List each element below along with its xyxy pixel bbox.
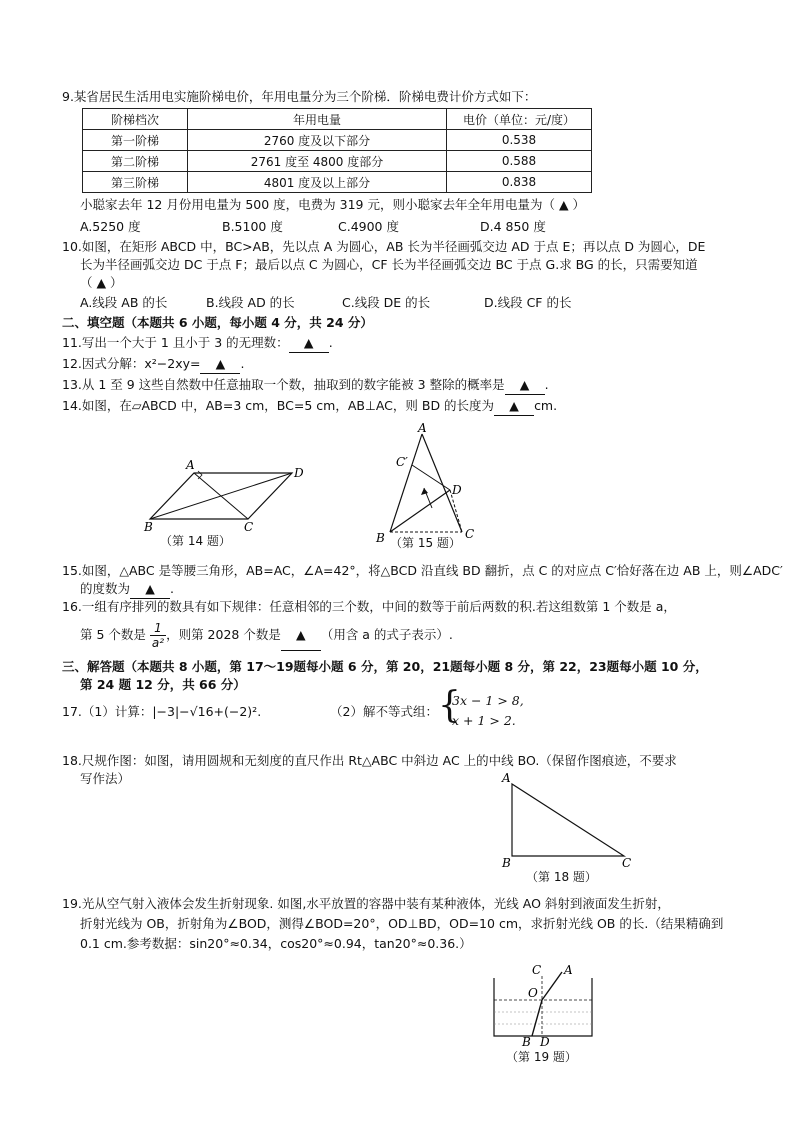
q10-option-c: C.线段 DE 的长 <box>342 295 431 310</box>
section-2-heading: 二、填空题（本题共 6 小题，每小题 4 分，共 24 分） <box>62 315 373 330</box>
q15-line1: 15.如图，△ABC 是等腰三角形，AB=AC，∠A=42°，将△BCD 沿直线 BD 翻折，点 C 的对应点 C′恰好落在边 AB 上，则∠ADC′ <box>62 563 783 578</box>
table-header-row <box>83 109 592 130</box>
q19-line3: 0.1 cm.参考数据：sin20°≈0.34，cos20°≈0.94，tan20°≈0.36.） <box>80 936 472 951</box>
q16-line2 <box>80 620 453 651</box>
table-header: 电价（单位：元/度） <box>447 109 592 130</box>
label-a: A <box>186 458 195 472</box>
container-outline <box>494 978 592 1036</box>
q18-line1: 18.尺规作图：如图，请用圆规和无刻度的直尺作出 Rt△ABC 中斜边 AC 上的中线 BO.（保留作图痕迹，不要求 <box>62 753 677 768</box>
figure-18-right-triangle <box>496 770 646 870</box>
q10-line1: 10.如图，在矩形 ABCD 中，BC>AB，先以点 A 为圆心，AB 长为半径画弧交边 AD 于点 E；再以点 D 为圆心，DE <box>62 239 706 254</box>
table-row <box>83 172 592 193</box>
q9-option-a: A.5250 度 <box>80 219 141 234</box>
fraction-one-over-a-squared <box>150 621 166 650</box>
section-3-heading-line1: 三、解答题（本题共 8 小题，第 17～19题每小题 6 分，第 20，21题每小题 8 分，第 22，23题每小题 10 分， <box>62 659 708 674</box>
table-cell: 0.588 <box>447 151 592 172</box>
q9-question: 小聪家去年 12 月份用电量为 500 度，电费为 319 元，则小聪家去年全年用电量为（ ▲ ） <box>80 197 586 212</box>
table-cell: 0.838 <box>447 172 592 193</box>
label-c: C <box>622 856 632 870</box>
incident-ray-ao <box>542 972 562 1000</box>
q9-stem: 9.某省居民生活用电实施阶梯电价，年用电量分为三个阶梯．阶梯电费计价方式如下： <box>62 89 537 104</box>
q16-text-b: ，则第 2028 个数是 <box>166 627 281 642</box>
q13 <box>62 376 549 395</box>
answer-blank: ▲ <box>200 355 240 374</box>
q12 <box>62 355 244 374</box>
q12-end: . <box>240 356 245 371</box>
table-row <box>83 130 592 151</box>
table-header: 阶梯档次 <box>83 109 188 130</box>
q17-part1: 17.（1）计算：|−3|−√16+(−2)². <box>62 704 262 719</box>
q10-option-a: A.线段 AB 的长 <box>80 295 168 310</box>
table-cell: 2760 度及以下部分 <box>188 130 447 151</box>
q14 <box>62 397 557 416</box>
q9-option-b: B.5100 度 <box>222 219 283 234</box>
label-c: C <box>465 527 475 541</box>
label-c-prime: C′ <box>396 455 408 469</box>
section-3-heading-line2: 第 24 题 12 分，共 66 分） <box>80 677 246 692</box>
triangle-abc <box>512 784 624 856</box>
q12-text: 12.因式分解：x²−2xy= <box>62 356 201 371</box>
q14-text: 14.如图，在▱ABCD 中，AB=3 cm，BC=5 cm，AB⊥AC，则 BD 的长度为 <box>62 398 495 413</box>
q13-end: . <box>544 377 549 392</box>
q10-line2: 长为半径画弧交边 DC 于点 F；最后以点 C 为圆心，CF 长为半径画弧交边 BC 于点 G.求 BG 的长，只需要知道 <box>80 257 698 272</box>
q18-line2: 写作法） <box>80 771 131 786</box>
label-a: A <box>564 963 573 977</box>
label-d: D <box>540 1035 550 1046</box>
table-cell: 第三阶梯 <box>83 172 188 193</box>
q9-option-d: D.4 850 度 <box>480 219 546 234</box>
label-d: D <box>452 483 462 497</box>
answer-blank: ▲ <box>505 376 545 395</box>
answer-blank: ▲ <box>494 397 534 416</box>
label-b: B <box>522 1035 531 1046</box>
label-d: D <box>294 466 304 480</box>
q11-text: 11.写出一个大于 1 且小于 3 的无理数： <box>62 335 289 350</box>
table-cell: 0.538 <box>447 130 592 151</box>
figure-18-caption: （第 18 题） <box>526 870 597 884</box>
table-cell: 2761 度至 4800 度部分 <box>188 151 447 172</box>
q9-option-c: C.4900 度 <box>338 219 399 234</box>
q11-end: . <box>328 335 333 350</box>
figure-14-caption: （第 14 题） <box>160 534 231 548</box>
figure-19-container <box>488 962 598 1046</box>
table-cell: 第一阶梯 <box>83 130 188 151</box>
electricity-tier-table <box>82 108 592 193</box>
table-header: 年用电量 <box>188 109 447 130</box>
q10-option-b: B.线段 AD 的长 <box>206 295 295 310</box>
table-row <box>83 151 592 172</box>
answer-blank: ▲ <box>130 580 170 599</box>
label-a: A <box>418 421 427 435</box>
q19-line2: 折射光线为 OB，折射角为∠BOD，测得∠BOD=20°，OD⊥BD，OD=10 cm，求折射光线 OB 的长.（结果精确到 <box>80 916 724 931</box>
q13-text: 13.从 1 至 9 这些自然数中任意抽取一个数，抽取到的数字能被 3 整除的概率是 <box>62 377 505 392</box>
label-o: O <box>528 986 538 1000</box>
refracted-ray-ob <box>532 1000 542 1036</box>
figure-19-caption: （第 19 题） <box>506 1050 577 1064</box>
answer-blank: ▲ <box>289 334 329 353</box>
q15-end: . <box>170 581 174 596</box>
q10-line3: （ ▲ ） <box>80 275 123 290</box>
label-b: B <box>376 531 385 545</box>
q16-line1: 16.一组有序排列的数具有如下规律：任意相邻的三个数，中间的数等于前后两数的积.若这组数第 1 个数是 a， <box>62 599 676 614</box>
label-b: B <box>502 856 511 870</box>
figure-15-caption: （第 15 题） <box>390 536 461 550</box>
q15-text: 的度数为 <box>80 581 131 596</box>
q15-line2 <box>80 580 174 599</box>
label-b: B <box>144 520 153 534</box>
inequality-1: 3x − 1 > 8, <box>452 693 524 708</box>
table-cell: 4801 度及以上部分 <box>188 172 447 193</box>
table-cell: 第二阶梯 <box>83 151 188 172</box>
label-a: A <box>502 771 511 785</box>
q16-text-a: 第 5 个数是 <box>80 627 146 642</box>
system-brace: { <box>438 685 461 726</box>
label-c: C <box>532 963 542 977</box>
label-c: C <box>244 520 254 534</box>
q14-end: cm. <box>534 398 558 413</box>
inequality-2: x + 1 > 2. <box>452 713 516 728</box>
q17-part2: （2）解不等式组： <box>330 704 438 719</box>
answer-blank: ▲ <box>281 620 321 651</box>
q16-text-c: （用含 a 的式子表示）. <box>320 627 453 642</box>
fraction-denominator: a² <box>151 636 165 650</box>
side-ab <box>390 434 422 532</box>
fold-line-bd <box>390 490 450 532</box>
q11 <box>62 334 333 353</box>
q10-option-d: D.线段 CF 的长 <box>484 295 572 310</box>
arrowhead-icon <box>421 488 428 495</box>
q19-line1: 19.光从空气射入液体会发生折射现象. 如图,水平放置的容器中装有某种液体，光线 AO 斜射到液面发生折射， <box>62 896 670 911</box>
fraction-numerator: 1 <box>150 621 166 636</box>
segment-c-prime-d <box>412 465 450 490</box>
